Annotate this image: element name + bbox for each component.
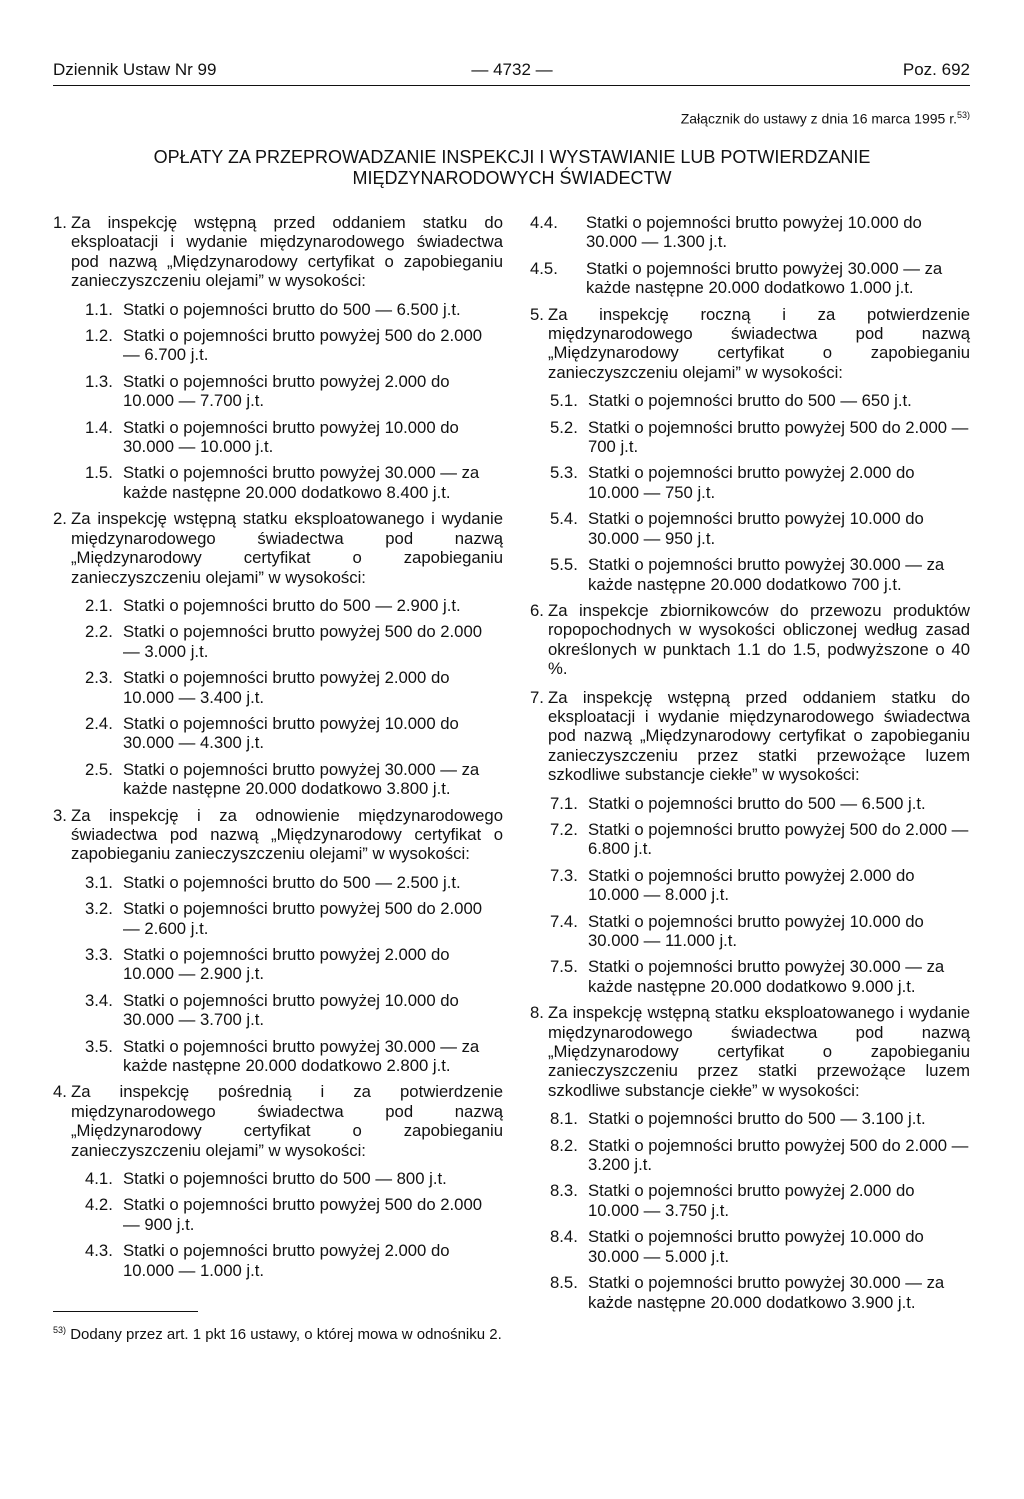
section-1 bbox=[53, 213, 503, 291]
item-number: 3.3. bbox=[85, 945, 113, 964]
item-number: 2.3. bbox=[85, 668, 113, 688]
item-8-4 bbox=[530, 1227, 970, 1266]
item-number: 8.3. bbox=[550, 1181, 578, 1201]
item-2-2 bbox=[53, 622, 503, 661]
item-text: Statki o pojemności brutto powyżej 2.000 do 10.000 — 8.000 j.t. bbox=[588, 865, 915, 905]
item-text: Statki o pojemności brutto powyżej 500 do 2.000 — 900 j.t. bbox=[123, 1195, 483, 1234]
item-text: Statki o pojemności brutto powyżej 2.000 do 10.000 — 1.000 j.t. bbox=[123, 1241, 450, 1280]
section-text: Za inspekcję pośrednią i za potwierdzenie międzynarodowego świadectwa pod nazwą „Międzynarodowy certyfikat o zapobieganiu zanieczyszczeniu olejami” w wysokości: bbox=[71, 1082, 503, 1160]
right-column bbox=[530, 213, 970, 1319]
item-7-1 bbox=[530, 794, 970, 813]
footnote-ref: 53) bbox=[956, 110, 970, 120]
item-8-2 bbox=[530, 1136, 970, 1175]
item-5-2 bbox=[530, 418, 970, 457]
item-text: Statki o pojemności brutto powyżej 30.000 — za każde następne 20.000 dodatkowo 2.800 j.t. bbox=[123, 1036, 480, 1076]
item-2-1 bbox=[53, 596, 503, 615]
section-text: Za inspekcję i za odnowienie międzynarodowego świadectwa pod nazwą „Międzynarodowy certyfikat o zapobieganiu zanieczyszczeniu olejami” w wysokości: bbox=[71, 805, 503, 864]
section-3 bbox=[53, 806, 503, 864]
item-text: Statki o pojemności brutto powyżej 2.000 do 10.000 — 2.900 j.t. bbox=[123, 945, 450, 984]
item-2-4 bbox=[53, 714, 503, 753]
item-text: Statki o pojemności brutto do 500 — 800 j.t. bbox=[123, 1169, 447, 1189]
item-3-3 bbox=[53, 945, 503, 984]
item-text: Statki o pojemności brutto powyżej 500 do 2.000 — 6.800 j.t. bbox=[588, 819, 969, 859]
item-text: Statki o pojemności brutto do 500 — 2.900 j.t. bbox=[123, 595, 461, 615]
document-title bbox=[0, 147, 1024, 189]
item-text: Statki o pojemności brutto do 500 — 6.500 j.t. bbox=[123, 299, 461, 319]
item-number: 3.5. bbox=[85, 1036, 113, 1056]
footnote-marker: 53) bbox=[53, 1325, 67, 1335]
item-number: 4.3. bbox=[85, 1241, 113, 1261]
title-line-2: MIĘDZYNARODOWYCH ŚWIADECTW bbox=[352, 168, 672, 188]
item-text: Statki o pojemności brutto powyżej 10.000 do 30.000 — 5.000 j.t. bbox=[588, 1227, 924, 1266]
section-8 bbox=[530, 1003, 970, 1100]
item-1-2 bbox=[53, 326, 503, 365]
item-text: Statki o pojemności brutto powyżej 30.000 — za każde następne 20.000 dodatkowo 3.800 j.t. bbox=[123, 759, 480, 799]
item-text: Statki o pojemności brutto powyżej 30.000 — za każde następne 20.000 dodatkowo 1.000 j.t. bbox=[586, 258, 943, 298]
item-number: 4.5. bbox=[530, 258, 558, 278]
footnote-text: Dodany przez art. 1 pkt 16 ustawy, o której mowa w odnośniku 2. bbox=[70, 1326, 502, 1343]
item-number: 8.5. bbox=[550, 1273, 578, 1293]
item-8-5 bbox=[530, 1273, 970, 1312]
item-number: 8.1. bbox=[550, 1109, 578, 1129]
item-number: 1.3. bbox=[85, 371, 113, 391]
item-number: 3.2. bbox=[85, 899, 113, 919]
item-number: 5.1. bbox=[550, 391, 578, 411]
item-number: 2.5. bbox=[85, 759, 113, 779]
item-text: Statki o pojemności brutto powyżej 500 do 2.000 — 6.700 j.t. bbox=[123, 326, 483, 365]
section-text: Za inspekcję wstępną statku eksploatowanego i wydanie międzynarodowego świadectwa pod nazwą „Międzynarodowy certyfikat o zapobieganiu zanieczyszczeniu olejami” w wysokości: bbox=[71, 509, 503, 587]
item-text: Statki o pojemności brutto powyżej 500 do 2.000 — 700 j.t. bbox=[588, 417, 969, 457]
item-text: Statki o pojemności brutto do 500 — 2.500 j.t. bbox=[123, 872, 461, 892]
item-number: 7.3. bbox=[550, 865, 578, 885]
item-number: 5.5. bbox=[550, 555, 578, 575]
item-number: 8.4. bbox=[550, 1227, 578, 1247]
section-number: 2. bbox=[53, 509, 67, 529]
item-text: Statki o pojemności brutto powyżej 30.000 — za każde następne 20.000 dodatkowo 700 j.t. bbox=[588, 555, 945, 594]
item-text: Statki o pojemności brutto powyżej 10.000 do 30.000 — 11.000 j.t. bbox=[588, 911, 924, 950]
item-number: 4.2. bbox=[85, 1195, 113, 1215]
section-number: 1. bbox=[53, 213, 67, 232]
section-number: 4. bbox=[53, 1082, 67, 1102]
item-2-5 bbox=[53, 760, 503, 799]
item-text: Statki o pojemności brutto powyżej 30.000 — za każde następne 20.000 dodatkowo 3.900 j.t. bbox=[588, 1273, 945, 1312]
item-number: 5.2. bbox=[550, 417, 578, 437]
item-3-1 bbox=[53, 873, 503, 892]
item-text: Statki o pojemności brutto powyżej 500 do 2.000 — 2.600 j.t. bbox=[123, 899, 483, 938]
section-6 bbox=[530, 601, 970, 679]
item-text: Statki o pojemności brutto powyżej 10.000 do 30.000 — 10.000 j.t. bbox=[123, 417, 459, 457]
journal-name: Dziennik Ustaw Nr 99 bbox=[53, 60, 217, 79]
item-1-1 bbox=[53, 300, 503, 319]
attachment-note bbox=[681, 110, 970, 127]
item-number: 8.2. bbox=[550, 1135, 578, 1155]
item-number: 3.1. bbox=[85, 872, 113, 892]
section-text: Za inspekcje zbiornikowców do przewozu produktów ropopochodnych w wysokości obliczonej według zasad określonych w punktach 1.1 do 1.5, podwyższone o 40 %. bbox=[548, 600, 970, 679]
item-number: 1.5. bbox=[85, 463, 113, 483]
item-text: Statki o pojemności brutto powyżej 10.000 do 30.000 — 950 j.t. bbox=[588, 509, 924, 548]
item-number: 2.2. bbox=[85, 622, 113, 642]
item-number: 2.1. bbox=[85, 595, 113, 615]
position-number: Poz. 692 bbox=[902, 60, 970, 79]
section-number: 5. bbox=[530, 304, 544, 324]
header-rule bbox=[53, 85, 970, 86]
footnote bbox=[53, 1325, 502, 1343]
section-text: Za inspekcję wstępną przed oddaniem statku do eksploatacji i wydanie międzynarodowego świadectwa pod nazwą „Międzynarodowy certyfikat o zapobieganiu zanieczyszczeniu przez statki przewożące luzem szkodliwe substancje ciekłe” w wysokości: bbox=[548, 687, 970, 785]
item-8-3 bbox=[530, 1181, 970, 1220]
left-column bbox=[53, 213, 503, 1287]
item-1-5 bbox=[53, 463, 503, 502]
attachment-text: Załącznik do ustawy z dnia 16 marca 1995 r. bbox=[680, 110, 957, 127]
item-7-5 bbox=[530, 957, 970, 996]
item-text: Statki o pojemności brutto powyżej 10.000 do 30.000 — 3.700 j.t. bbox=[123, 990, 459, 1030]
section-number: 7. bbox=[530, 687, 544, 707]
section-text: Za inspekcję roczną i za potwierdzenie międzynarodowego świadectwa pod nazwą „Międzynarodowy certyfikat o zapobieganiu zanieczyszczeniu olejami” w wysokości: bbox=[548, 304, 970, 382]
item-1-4 bbox=[53, 418, 503, 457]
item-2-3 bbox=[53, 668, 503, 707]
item-number: 1.4. bbox=[85, 417, 113, 437]
item-4-2 bbox=[53, 1195, 503, 1234]
item-text: Statki o pojemności brutto powyżej 500 do 2.000 — 3.000 j.t. bbox=[123, 622, 483, 661]
item-number: 7.2. bbox=[550, 819, 578, 839]
item-number: 2.4. bbox=[85, 713, 113, 733]
footnote-rule bbox=[53, 1311, 198, 1312]
item-text: Statki o pojemności brutto powyżej 10.000 do 30.000 — 4.300 j.t. bbox=[123, 713, 459, 753]
section-7 bbox=[530, 688, 970, 785]
item-7-4 bbox=[530, 912, 970, 951]
item-4-3 bbox=[53, 1241, 503, 1280]
item-number: 4.1. bbox=[85, 1169, 113, 1189]
item-text: Statki o pojemności brutto powyżej 2.000 do 10.000 — 3.400 j.t. bbox=[123, 668, 450, 707]
item-text: Statki o pojemności brutto powyżej 500 do 2.000 — 3.200 j.t. bbox=[588, 1135, 969, 1175]
item-number: 4.4. bbox=[530, 213, 558, 232]
item-7-2 bbox=[530, 820, 970, 859]
item-8-1 bbox=[530, 1109, 970, 1128]
item-4-1 bbox=[53, 1169, 503, 1188]
section-2 bbox=[53, 509, 503, 587]
item-text: Statki o pojemności brutto powyżej 30.000 — za każde następne 20.000 dodatkowo 9.000 j.t. bbox=[588, 957, 945, 996]
section-number: 8. bbox=[530, 1003, 544, 1023]
section-text: Za inspekcję wstępną statku eksploatowanego i wydanie międzynarodowego świadectwa pod nazwą „Międzynarodowy certyfikat o zapobieganiu zanieczyszczeniu przez statki przewożące luzem szkodliwe substancje ciekłe” w wysokości: bbox=[548, 1003, 970, 1100]
item-4-4 bbox=[530, 213, 970, 252]
item-7-3 bbox=[530, 866, 970, 905]
item-text: Statki o pojemności brutto powyżej 30.000 — za każde następne 20.000 dodatkowo 8.400 j.t. bbox=[123, 463, 480, 502]
section-4 bbox=[53, 1082, 503, 1160]
item-3-5 bbox=[53, 1037, 503, 1076]
item-5-1 bbox=[530, 391, 970, 410]
section-number: 3. bbox=[53, 805, 67, 825]
item-text: Statki o pojemności brutto do 500 — 3.100 j.t. bbox=[588, 1109, 926, 1129]
item-3-4 bbox=[53, 991, 503, 1030]
page-number: — 4732 — bbox=[471, 60, 553, 79]
item-number: 1.1. bbox=[85, 299, 113, 319]
item-number: 7.5. bbox=[550, 957, 578, 977]
item-5-4 bbox=[530, 509, 970, 548]
item-number: 5.3. bbox=[550, 463, 578, 483]
title-line-1: OPŁATY ZA PRZEPROWADZANIE INSPEKCJI I WYSTAWIANIE LUB POTWIERDZANIE bbox=[153, 147, 871, 167]
item-4-5 bbox=[530, 259, 970, 298]
item-1-3 bbox=[53, 372, 503, 411]
item-text: Statki o pojemności brutto powyżej 2.000 do 10.000 — 3.750 j.t. bbox=[588, 1181, 915, 1220]
item-5-5 bbox=[530, 555, 970, 594]
item-text: Statki o pojemności brutto do 500 — 6.500 j.t. bbox=[588, 793, 926, 813]
section-text: Za inspekcję wstępną przed oddaniem statku do eksploatacji i wydanie międzynarodowego świadectwa pod nazwą „Międzynarodowy certyfikat o zapobieganiu zanieczyszczeniu olejami” w wysokości: bbox=[71, 213, 503, 291]
item-text: Statki o pojemności brutto powyżej 10.000 do 30.000 — 1.300 j.t. bbox=[586, 213, 922, 252]
item-number: 7.1. bbox=[550, 793, 578, 813]
item-text: Statki o pojemności brutto powyżej 2.000 do 10.000 — 750 j.t. bbox=[588, 463, 915, 502]
item-number: 5.4. bbox=[550, 509, 578, 529]
item-3-2 bbox=[53, 899, 503, 938]
section-5 bbox=[530, 305, 970, 383]
item-number: 7.4. bbox=[550, 911, 578, 931]
item-text: Statki o pojemności brutto do 500 — 650 j.t. bbox=[588, 391, 912, 411]
item-number: 1.2. bbox=[85, 326, 113, 346]
section-number: 6. bbox=[530, 600, 544, 620]
item-text: Statki o pojemności brutto powyżej 2.000 do 10.000 — 7.700 j.t. bbox=[123, 371, 450, 411]
item-5-3 bbox=[530, 463, 970, 502]
item-number: 3.4. bbox=[85, 990, 113, 1010]
